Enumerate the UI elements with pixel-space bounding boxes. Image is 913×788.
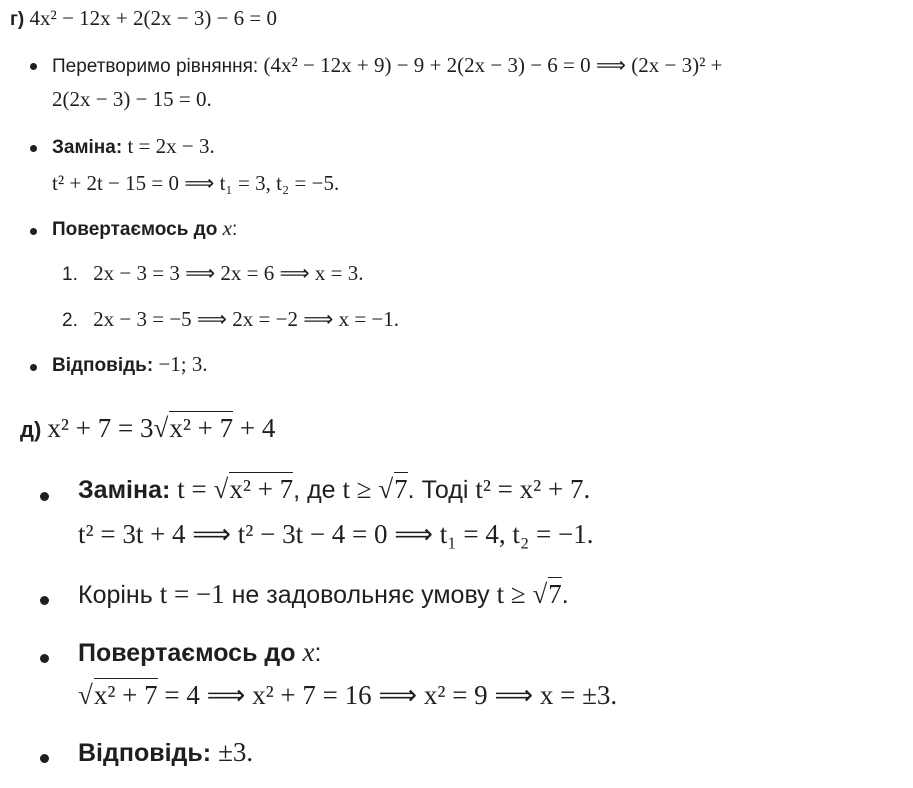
bullet [40, 492, 49, 501]
list-item-number: 1. [62, 264, 78, 285]
sqrt-7: √7 [532, 579, 562, 609]
t2-eq: t² = x² + 7. [475, 474, 591, 504]
transform-label: Перетворимо рівняння: [52, 56, 264, 77]
bullet [40, 596, 49, 605]
list-item [62, 307, 399, 332]
answer-math: −1; 3. [158, 352, 208, 376]
de-text: , де [293, 476, 343, 504]
todi-text: . Тоді [407, 476, 476, 504]
return-heading [52, 216, 237, 241]
section-d-heading [20, 413, 275, 444]
section-d-equation: x² + 7 = 3√x² + 7 + 4 [47, 413, 276, 443]
sqrt-7: √7 [378, 474, 408, 504]
answer-label: Відповідь: [78, 739, 219, 767]
return-label: Повертаємось до [52, 219, 223, 240]
bullet [40, 754, 49, 763]
root-seven: 7 [548, 579, 562, 609]
d-substitution-line-1 [78, 474, 590, 505]
return-var: x [222, 216, 232, 240]
root-seven: 7 [394, 474, 408, 504]
section-g-label: г) [10, 9, 25, 30]
bullet [40, 654, 49, 663]
section-g-equation: 4x² − 12x + 2(2x − 3) − 6 = 0 [29, 6, 278, 30]
transform-line-2 [52, 87, 212, 112]
quadratic-t-d: t² = 3t + 4 ⟹ t² − 3t − 4 = 0 ⟹ t₁ = 4, t₂ = −1. [78, 519, 594, 549]
list-item-math: 2x − 3 = 3 ⟹ 2x = 6 ⟹ x = 3. [93, 261, 364, 285]
return-colon: : [231, 219, 238, 240]
substitution-label: Заміна: [78, 476, 178, 504]
root-note-math1: t = −1 [159, 579, 225, 609]
eq-left: x² + 7 = 3 [47, 413, 154, 443]
d-substitution-line-2 [78, 519, 594, 550]
root-note-text1: Корінь [78, 581, 160, 609]
return-colon: : [314, 639, 322, 667]
substitution-label: Заміна: [52, 137, 128, 158]
substitution-line-1 [52, 134, 215, 159]
d-return-heading [78, 637, 321, 668]
list-item-number: 2. [62, 310, 78, 331]
list-item-math: 2x − 3 = −5 ⟹ 2x = −2 ⟹ x = −1. [93, 307, 400, 331]
bullet [30, 145, 37, 152]
substitution-math: t = 2x − 3. [127, 134, 215, 158]
answer-g [52, 352, 208, 377]
t-eq: t = [177, 474, 214, 504]
transform-line-1 [52, 53, 722, 78]
d-return-line [78, 680, 617, 711]
return-chain: = 4 ⟹ x² + 7 = 16 ⟹ x² = 9 ⟹ x = ±3. [157, 680, 618, 710]
root-content: x² + 7 [229, 474, 294, 504]
bullet [30, 228, 37, 235]
sqrt-x2-7: √x² + 7 [78, 680, 158, 710]
return-var: x [302, 637, 315, 667]
section-d-label: д) [20, 417, 42, 442]
bullet [30, 364, 37, 371]
quadratic-t: t² + 2t − 15 = 0 ⟹ t₁ = 3, t₂ = −5. [52, 171, 340, 195]
list-item [62, 261, 363, 286]
substitution-line-2 [52, 171, 339, 196]
eq-root: x² + 7 [169, 413, 234, 443]
answer-d [78, 737, 253, 768]
answer-label: Відповідь: [52, 355, 159, 376]
root-note [78, 579, 569, 610]
sqrt-x2-7: √x² + 7 [213, 474, 294, 504]
return-label: Повертаємось до [78, 639, 303, 667]
transform-math: (4x² − 12x + 9) − 9 + 2(2x − 3) − 6 = 0 ⟹ (2x − 3)² + [263, 53, 723, 77]
root-content: x² + 7 [93, 680, 158, 710]
root-note-dot: . [561, 581, 569, 609]
root-note-text2: не задовольняє умову [224, 581, 497, 609]
eq-right: + 4 [233, 413, 276, 443]
t-ge: t ≥ [342, 474, 379, 504]
answer-math: ±3. [218, 737, 254, 767]
section-g-heading [10, 6, 277, 31]
transform-math-2: 2(2x − 3) − 15 = 0. [52, 87, 212, 111]
root-note-math2: t ≥ [496, 579, 533, 609]
bullet [30, 63, 37, 70]
